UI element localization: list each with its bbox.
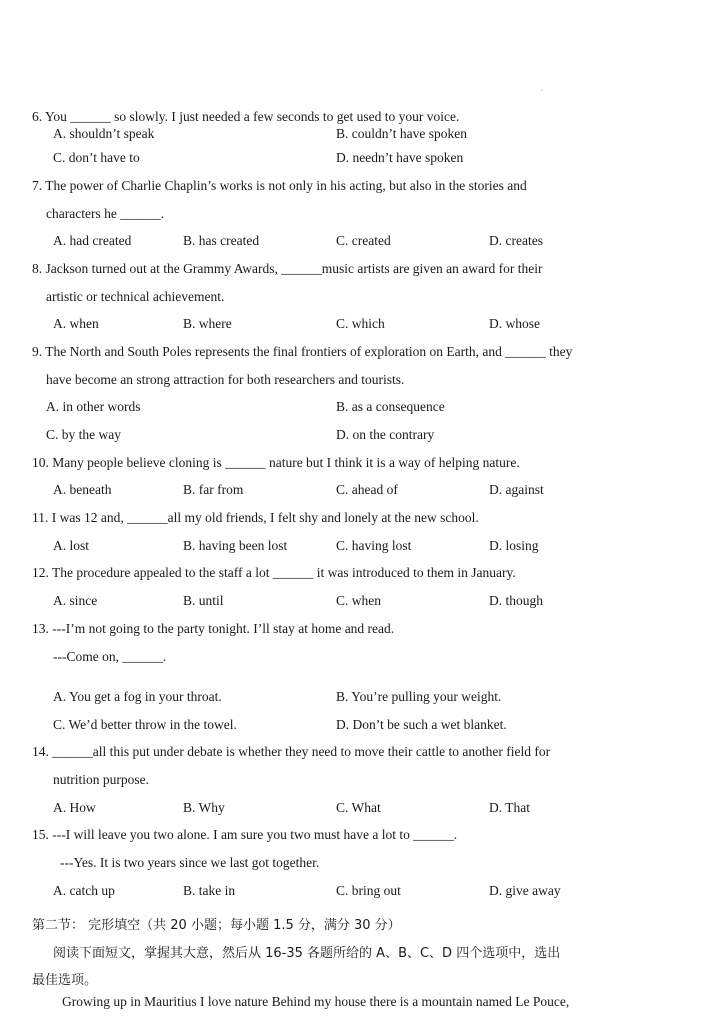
question-12-option-a: A. since bbox=[53, 593, 98, 608]
question-13-stem-cont: ---Come on, ______. bbox=[53, 649, 167, 664]
question-9-option-c: C. by the way bbox=[46, 427, 121, 442]
question-11-option-c: C. having lost bbox=[336, 538, 412, 553]
question-10-option-c: C. ahead of bbox=[336, 482, 398, 497]
question-9-stem: 9. The North and South Poles represents the final frontiers of exploration on Earth, and ______ they bbox=[32, 344, 573, 359]
question-8-stem-cont: artistic or technical achievement. bbox=[46, 289, 225, 304]
question-11-option-a: A. lost bbox=[53, 538, 90, 553]
question-8-option-b: B. where bbox=[183, 316, 232, 331]
section-instruction-cont: 最佳选项。 bbox=[32, 973, 98, 988]
question-6-option-a: A. shouldn’t speak bbox=[53, 126, 155, 141]
question-14-option-c: C. What bbox=[336, 800, 381, 815]
question-7-option-c: C. created bbox=[336, 233, 391, 248]
question-6-option-b: B. couldn’t have spoken bbox=[336, 126, 467, 141]
question-10-stem: 10. Many people believe cloning is ______ nature but I think it is a way of helping nature. bbox=[32, 455, 520, 470]
question-8-option-a: A. when bbox=[53, 316, 99, 331]
section-heading: 第二节： 完形填空（共 20 小题；每小题 1.5 分，满分 30 分） bbox=[32, 918, 401, 933]
question-14-option-d: D. That bbox=[489, 800, 530, 815]
section-instruction: 阅读下面短文，掌握其大意，然后从 16-35 各题所给的 A、B、C、D 四个选项中，选出 bbox=[53, 946, 561, 961]
question-15-option-c: C. bring out bbox=[336, 883, 401, 898]
question-8-option-c: C. which bbox=[336, 316, 385, 331]
question-8-option-d: D. whose bbox=[489, 316, 540, 331]
question-14-option-b: B. Why bbox=[183, 800, 225, 815]
question-7-option-b: B. has created bbox=[183, 233, 260, 248]
question-9-option-a: A. in other words bbox=[46, 399, 141, 414]
question-12-option-d: D. though bbox=[489, 593, 543, 608]
question-15-option-d: D. give away bbox=[489, 883, 561, 898]
question-13-option-b: B. You’re pulling your weight. bbox=[336, 689, 502, 704]
question-7-stem-cont: characters he ______. bbox=[46, 206, 165, 221]
question-15-stem: 15. ---I will leave you two alone. I am sure you two must have a lot to ______. bbox=[32, 827, 458, 842]
question-13-stem: 13. ---I’m not going to the party tonight. I’ll stay at home and read. bbox=[32, 621, 395, 636]
question-10-option-a: A. beneath bbox=[53, 482, 112, 497]
question-12-option-c: C. when bbox=[336, 593, 381, 608]
question-9-option-d: D. on the contrary bbox=[336, 427, 435, 442]
question-13-option-c: C. We’d better throw in the towel. bbox=[53, 717, 237, 732]
question-7-option-d: D. creates bbox=[489, 233, 543, 248]
question-6-option-d: D. needn’t have spoken bbox=[336, 150, 464, 165]
question-6-option-c: C. don’t have to bbox=[53, 150, 140, 165]
question-6-stem: 6. You ______ so slowly. I just needed a few seconds to get used to your voice. bbox=[32, 109, 460, 124]
question-7-stem: 7. The power of Charlie Chaplin’s works is not only in his acting, but also in the stories and bbox=[32, 178, 527, 193]
question-13-option-d: D. Don’t be such a wet blanket. bbox=[336, 717, 507, 732]
question-11-stem: 11. I was 12 and, ______all my old friends, I felt shy and lonely at the new school. bbox=[32, 510, 479, 525]
question-8-stem: 8. Jackson turned out at the Grammy Awards, ______music artists are given an award for their bbox=[32, 261, 543, 276]
question-14-stem: 14. ______all this put under debate is whether they need to move their cattle to another field for bbox=[32, 744, 551, 759]
question-15-stem-cont: ---Yes. It is two years since we last got together. bbox=[60, 855, 320, 870]
question-10-option-d: D. against bbox=[489, 482, 544, 497]
question-7-option-a: A. had created bbox=[53, 233, 132, 248]
question-10-option-b: B. far from bbox=[183, 482, 244, 497]
question-9-option-b: B. as a consequence bbox=[336, 399, 445, 414]
question-11-option-d: D. losing bbox=[489, 538, 539, 553]
question-14-option-a: A. How bbox=[53, 800, 96, 815]
question-15-option-a: A. catch up bbox=[53, 883, 115, 898]
question-14-stem-cont: nutrition purpose. bbox=[53, 772, 149, 787]
passage-first-line: Growing up in Mauritius I love nature Behind my house there is a mountain named Le Pouce, bbox=[62, 994, 570, 1009]
question-13-option-a: A. You get a fog in your throat. bbox=[53, 689, 222, 704]
question-9-stem-cont: have become an strong attraction for both researchers and tourists. bbox=[46, 372, 405, 387]
question-15-option-b: B. take in bbox=[183, 883, 236, 898]
stray-mark: · bbox=[540, 86, 543, 95]
question-12-stem: 12. The procedure appealed to the staff a lot ______ it was introduced to them in January. bbox=[32, 565, 516, 580]
question-11-option-b: B. having been lost bbox=[183, 538, 288, 553]
question-12-option-b: B. until bbox=[183, 593, 224, 608]
